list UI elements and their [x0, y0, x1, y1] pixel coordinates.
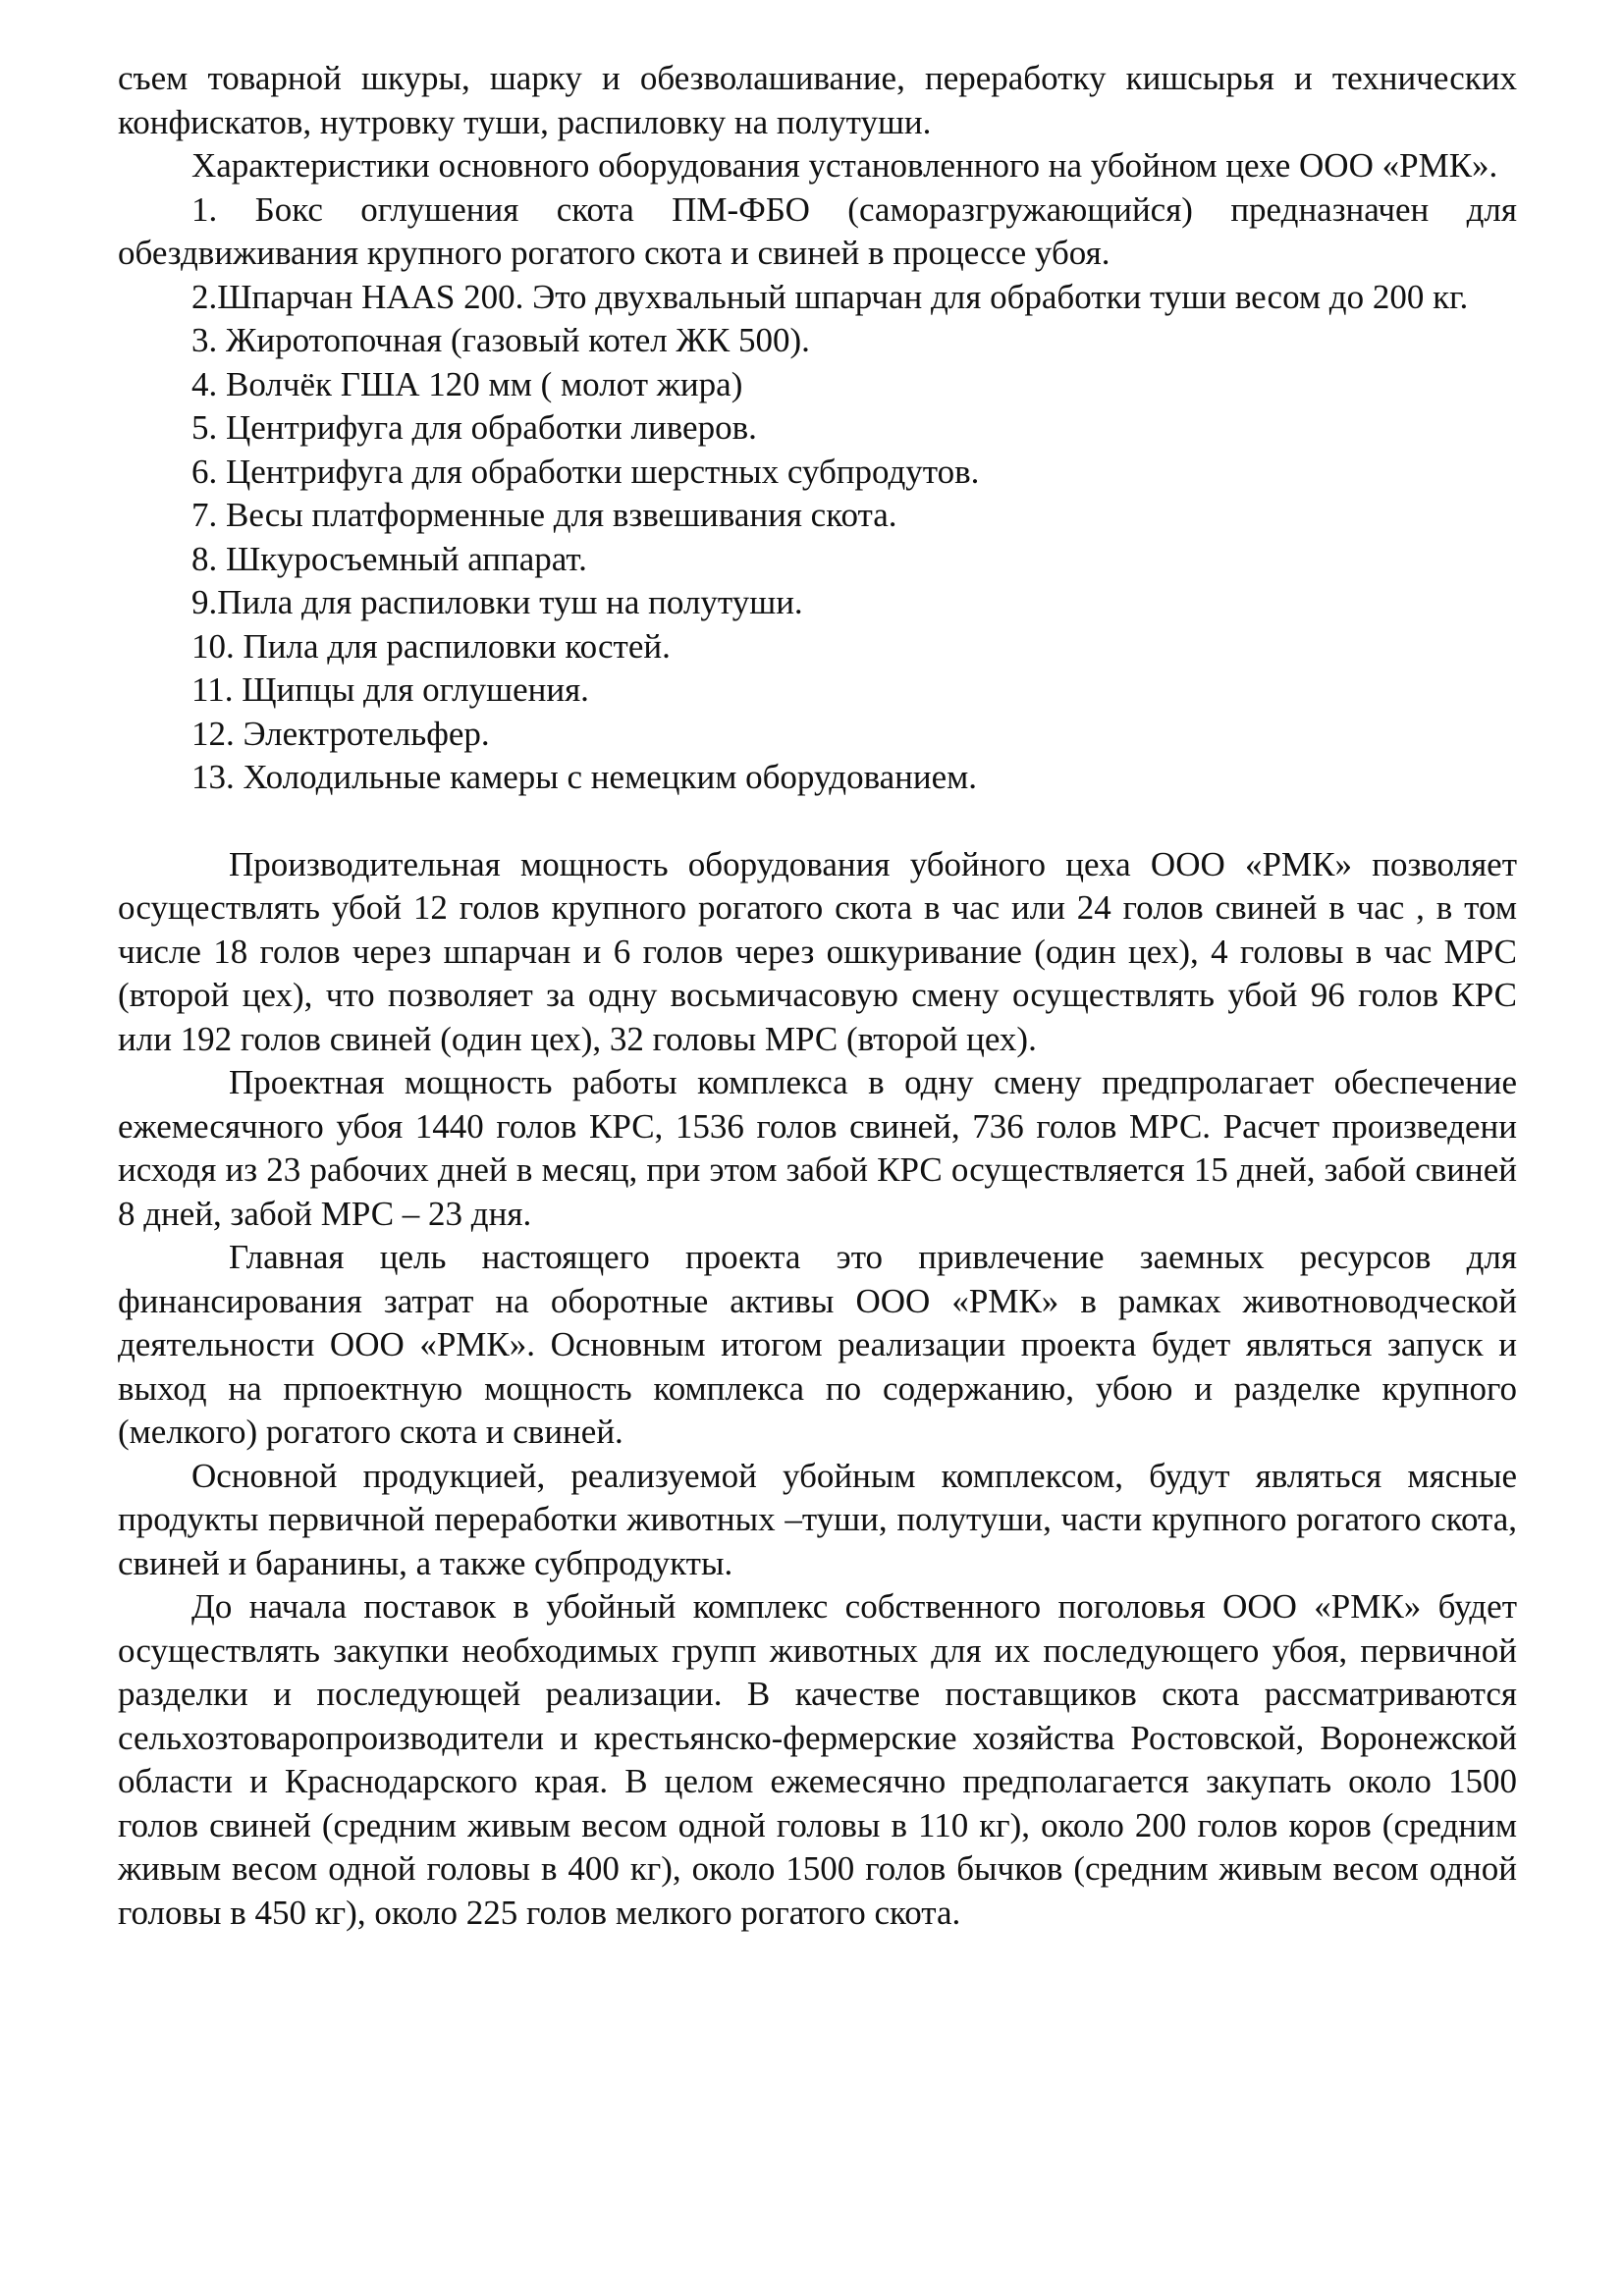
paragraph-continuation: съем товарной шкуры, шарку и обезволашивание, переработку кишсырья и технических конфискатов, нутровку туши, распиловку на полутуши.	[118, 59, 1517, 141]
equipment-list	[118, 319, 1517, 800]
document-page	[118, 57, 1517, 1935]
paragraph-procurement: До начала поставок в убойный комплекс собственного поголовья ООО «РМК» будет осуществлять закупки необходимых групп животных для их последующего убоя, первичной разделки и последующей реализации. В качестве поставщиков скота рассматриваются сельхозтоваропроизводители и крестьянско-фермерские хозяйства Ростовской, Воронежской области и Краснодарского края. В целом ежемесячно предполагается закупать около 1500 голов свиней (средним живым весом одной головы в 110 кг), около 200 голов коров (средним живым весом одной головы в 400 кг), около 1500 голов бычков (средним живым весом одной головы в 450 кг), около 225 голов мелкого рогатого скота.	[118, 1587, 1517, 1932]
list-item: 11. Щипцы для оглушения.	[191, 670, 589, 709]
list-item: 13. Холодильные камеры с немецким оборудованием.	[191, 758, 978, 796]
list-item: 3. Жиротопочная (газовый котел ЖК 500).	[191, 321, 810, 359]
paragraph-project-goal: Главная цель настоящего проекта это привлечение заемных ресурсов для финансирования затрат на оборотные активы ООО «РМК» в рамках животноводческой деятельности ООО «РМК». Основным итогом реализации проекта будет являться запуск и выход на прпоектную мощность комплекса по содержанию, убою и разделке крупного (мелкого) рогатого скота и свиней.	[118, 1238, 1517, 1451]
paragraph-equipment-item-2: 2.Шпарчан HAAS 200. Это двухвальный шпарчан для обработки туши весом до 200 кг.	[191, 277, 1469, 316]
list-item: 4. Волчёк ГША 120 мм ( молот жира)	[191, 364, 743, 403]
paragraph-capacity: Производительная мощность оборудования убойного цеха ООО «РМК» позволяет осуществлять убой 12 голов крупного рогатого скота в час или 24 голов свиней в час , в том числе 18 голов через шпарчан и 6 голов через ошкуривание (один цех), 4 головы в час МРС (второй цех), что позволяет за одну восьмичасовую смену осуществлять убой 96 голов КРС или 192 голов свиней (один цех), 32 головы МРС (второй цех).	[118, 844, 1517, 1058]
blank-line	[118, 800, 1517, 843]
paragraph-design-capacity: Проектная мощность работы комплекса в одну смену предпролагает обеспечение ежемесячного убоя 1440 голов КРС, 1536 голов свиней, 736 голов МРС. Расчет произведени исходя из 23 рабочих дней в месяц, при этом забой КРС осуществляется 15 дней, забой свиней 8 дней, забой МРС – 23 дня.	[118, 1063, 1517, 1233]
list-item: 10. Пила для распиловки костей.	[191, 626, 671, 666]
list-item: 5. Центрифуга для обработки ливеров.	[191, 408, 757, 447]
paragraph-equipment-item-1: 1. Бокс оглушения скота ПМ-ФБО (саморазгружающийся) предназначен для обездвиживания крупного рогатого скота и свиней в процессе убоя.	[118, 189, 1517, 272]
list-item: 7. Весы платформенные для взвешивания скота.	[191, 496, 897, 534]
list-item: 12. Электротельфер.	[191, 714, 490, 753]
list-item: 6. Центрифуга для обработки шерстных субпродутов.	[191, 452, 980, 491]
paragraph-equipment-intro: Характеристики основного оборудования установленного на убойном цехе ООО «РМК».	[191, 146, 1498, 185]
list-item: 8. Шкуросъемный аппарат.	[191, 539, 587, 578]
paragraph-products: Основной продукцией, реализуемой убойным комплексом, будут являться мясные продукты первичной переработки животных –туши, полутуши, части крупного рогатого скота, свиней и баранины, а также субпродукты.	[118, 1456, 1517, 1582]
list-item: 9.Пила для распиловки туш на полутуши.	[191, 583, 803, 621]
